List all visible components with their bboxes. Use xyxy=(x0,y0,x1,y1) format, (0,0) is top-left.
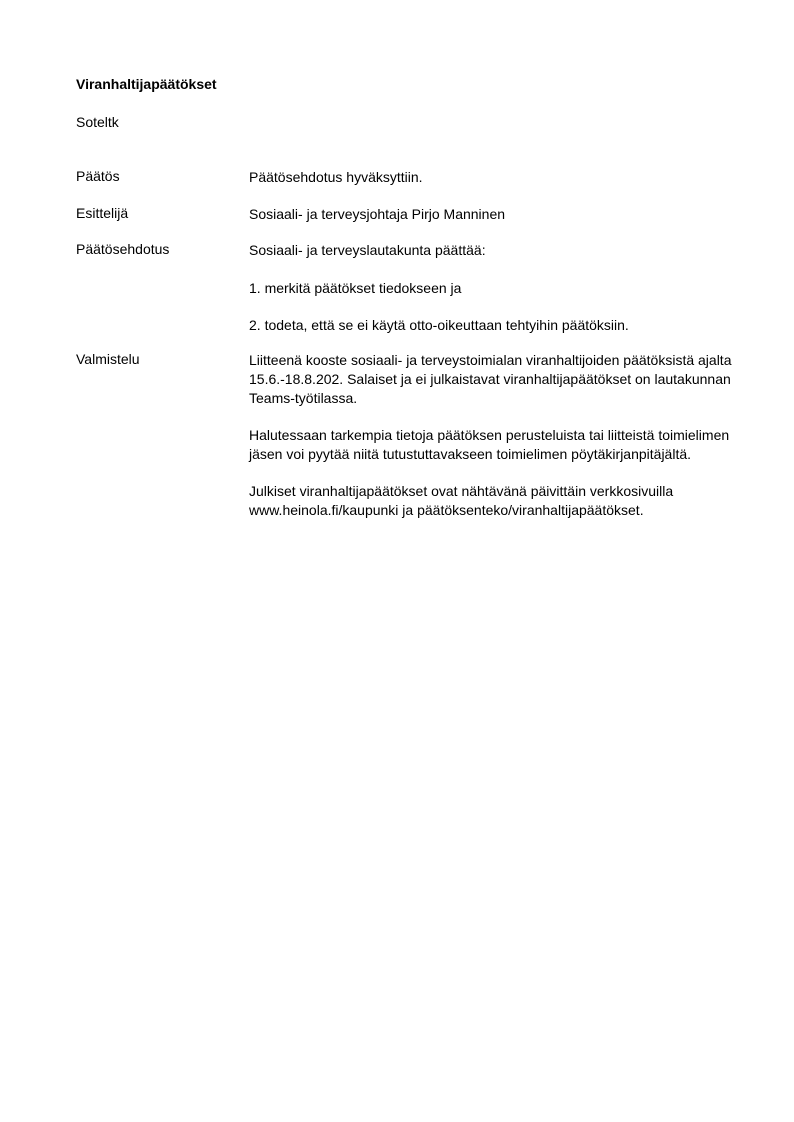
field-label-esittelija: Esittelijä xyxy=(76,205,129,221)
field-label-valmistelu: Valmistelu xyxy=(76,351,140,367)
field-label-paatosehdotus: Päätösehdotus xyxy=(76,241,170,257)
valmistelu-paragraph-1: Liitteenä kooste sosiaali- ja terveystoimialan viranhaltijoiden päätöksistä ajalta 15.6.-18.8.202. Salaiset ja ei julkaistavat viranhaltijapäätökset on lautakunnan Teams-työtilassa. xyxy=(249,352,732,406)
paatosehdotus-item-2: 2. todeta, että se ei käytä otto-oikeuttaan tehtyihin päätöksiin. xyxy=(249,317,629,333)
field-value-paatos: Päätösehdotus hyväksyttiin. xyxy=(249,169,423,185)
document-subtitle: Soteltk xyxy=(76,114,119,130)
valmistelu-paragraph-2: Halutessaan tarkempia tietoja päätöksen perusteluista tai liitteistä toimielimen jäsen voi pyytää niitä tutustuttavakseen toimielimen pöytäkirjanpitäjältä. xyxy=(249,427,730,462)
document-title: Viranhaltijapäätökset xyxy=(76,76,217,92)
paatosehdotus-intro: Sosiaali- ja terveyslautakunta päättää: xyxy=(249,242,486,258)
field-value-valmistelu xyxy=(249,351,739,538)
field-value-paatosehdotus xyxy=(249,241,749,335)
field-label-paatos: Päätös xyxy=(76,168,120,184)
valmistelu-paragraph-3: Julkiset viranhaltijapäätökset ovat nähtävänä päivittäin verkkosivuilla www.heinola.fi/kaupunki ja päätöksenteko/viranhaltijapäätökset. xyxy=(249,483,674,518)
paatosehdotus-item-1: 1. merkitä päätökset tiedokseen ja xyxy=(249,280,462,296)
field-value-esittelija: Sosiaali- ja terveysjohtaja Pirjo Manninen xyxy=(249,206,506,222)
